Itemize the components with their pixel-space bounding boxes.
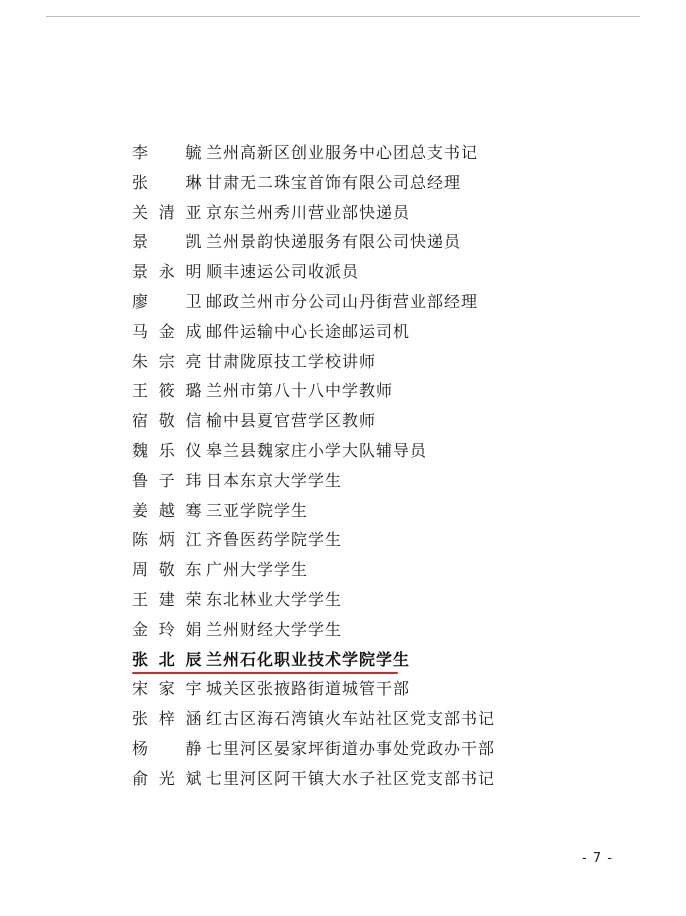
person-name: 朱宗亮 [132,351,202,371]
list-item [132,347,552,377]
person-name: 李 毓 [132,143,202,162]
person-title: 广州大学学生 [206,560,309,580]
person-title: 兰州市第八十八中学教师 [206,381,394,401]
person-title: 东北林业大学学生 [206,589,343,609]
person-name: 姜越骞 [132,500,202,520]
person-name: 张北辰 [132,649,202,669]
list-item [132,257,552,287]
page-number: - 7 - [582,851,613,866]
list-item [132,287,552,317]
person-name: 俞光斌 [132,768,202,788]
person-name: 陈炳江 [132,530,202,550]
list-item [132,674,552,704]
person-title: 三亚学院学生 [206,500,309,520]
person-title: 甘肃无二珠宝首饰有限公司总经理 [206,172,462,192]
person-name: 魏乐仪 [132,440,202,460]
person-title: 邮政兰州市分公司山丹街营业部经理 [206,291,479,311]
person-name: 景永明 [132,262,202,282]
person-title: 七里河区阿干镇大水子社区党支部书记 [206,768,496,788]
person-name: 廖 卫 [132,291,202,311]
list-item [132,138,552,168]
list-item [132,406,552,436]
list-item [132,317,552,347]
person-name: 金玲娟 [132,619,202,639]
person-name: 景 凯 [132,232,202,252]
list-item [132,466,552,496]
person-name: 马金成 [132,321,202,341]
list-item [132,436,552,466]
person-title: 京东兰州秀川营业部快递员 [206,202,411,222]
person-title: 邮件运输中心长途邮运司机 [206,321,411,341]
list-item [132,615,552,645]
person-title: 皋兰县魏家庄小学大队辅导员 [206,440,428,460]
person-name: 宿敬信 [132,411,202,431]
person-title: 兰州高新区创业服务中心团总支书记 [206,143,479,162]
list-item [132,645,552,675]
person-title: 城关区张掖路街道城管干部 [206,679,411,699]
person-title: 兰州石化职业技术学院学生 [206,649,411,669]
person-title: 齐鲁医药学院学生 [206,530,343,550]
highlight-underline [132,672,398,674]
person-name: 王筱璐 [132,381,202,401]
list-item [132,168,552,198]
list-item [132,585,552,615]
person-name: 宋家宇 [132,679,202,699]
person-title: 兰州景韵快递服务有限公司快递员 [206,232,462,252]
person-title: 甘肃陇原技工学校讲师 [206,351,377,371]
honoree-list [132,138,552,794]
person-title: 七里河区晏家坪街道办事处党政办干部 [206,738,496,758]
person-title: 红古区海石湾镇火车站社区党支部书记 [206,709,496,729]
person-title: 日本东京大学学生 [206,470,343,490]
person-name: 鲁子玮 [132,470,202,490]
person-name: 张 琳 [132,172,202,192]
list-item [132,227,552,257]
list-item [132,376,552,406]
person-name: 张梓涵 [132,709,202,729]
person-title: 榆中县夏官营学区教师 [206,411,377,431]
top-rule [46,16,640,17]
list-item [132,764,552,794]
list-item [132,198,552,228]
person-title: 兰州财经大学学生 [206,619,343,639]
person-title: 顺丰速运公司收派员 [206,262,360,282]
list-item [132,704,552,734]
person-name: 周敬东 [132,560,202,580]
person-name: 王建荣 [132,589,202,609]
list-item [132,734,552,764]
list-item [132,555,552,585]
list-item [132,525,552,555]
person-name: 关清亚 [132,202,202,222]
list-item [132,496,552,526]
person-name: 杨 静 [132,738,202,758]
